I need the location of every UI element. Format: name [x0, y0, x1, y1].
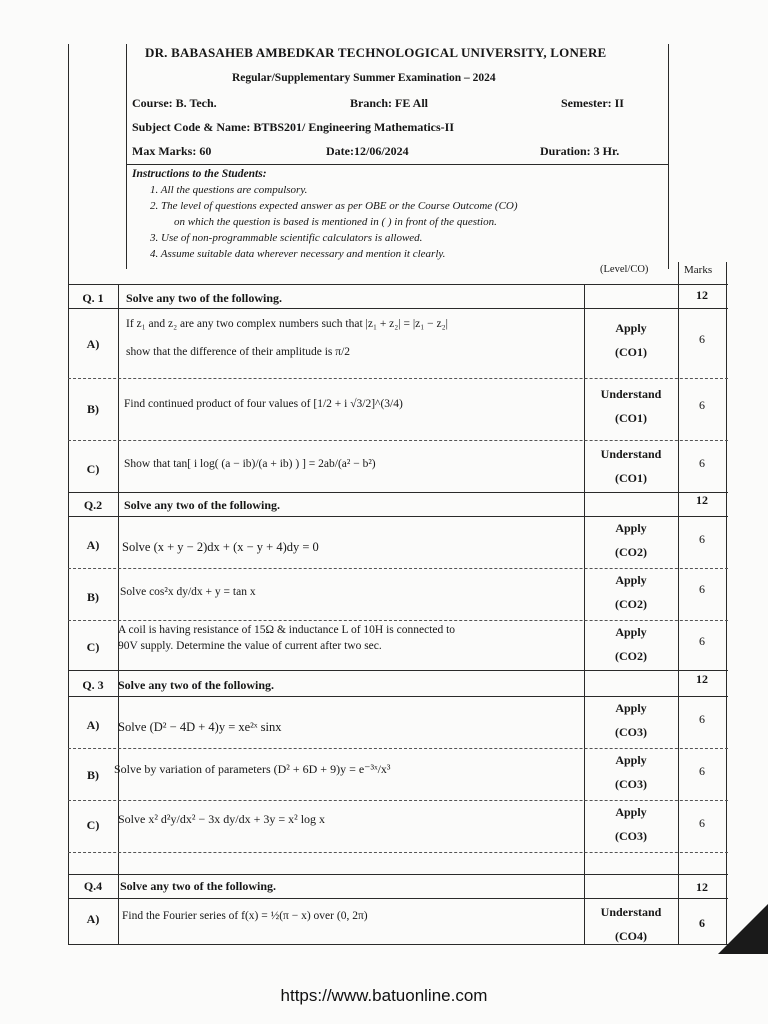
part-label: C) — [86, 640, 100, 654]
question-heading: Solve any two of the following. — [120, 879, 276, 893]
question-marks: 12 — [696, 288, 708, 302]
part-marks: 6 — [699, 582, 705, 596]
part-marks: 6 — [699, 456, 705, 470]
question-heading: Solve any two of the following. — [118, 678, 274, 692]
question-number: Q.2 — [83, 498, 103, 512]
question-heading: Solve any two of the following. — [126, 291, 282, 305]
row-line — [68, 308, 728, 309]
level-text: Apply — [615, 701, 647, 715]
part-text: Solve (D² − 4D + 4)y = xe²ˣ sinx — [118, 720, 282, 734]
co-text: (CO3) — [615, 725, 647, 739]
part-level — [586, 620, 676, 668]
row-line — [68, 898, 728, 899]
part-level — [586, 316, 676, 364]
part-label: C) — [86, 818, 100, 832]
part-marks: 6 — [699, 764, 705, 778]
question-number: Q. 3 — [82, 678, 104, 692]
part-text: Solve by variation of parameters (D² + 6D + 9)y = e⁻³ˣ/x³ — [114, 762, 391, 776]
course: Course: B. Tech. — [132, 96, 217, 110]
part-label: A) — [86, 337, 100, 351]
part-label: A) — [86, 718, 100, 732]
part-marks: 6 — [699, 816, 705, 830]
university-name: DR. BABASAHEB AMBEDKAR TECHNOLOGICAL UNIVERSITY, LONERE — [145, 45, 607, 60]
instruction-item: 2. The level of questions expected answer as per OBE or the Course Outcome (CO) — [150, 200, 518, 212]
co-text: (CO1) — [615, 471, 647, 485]
question-marks: 12 — [696, 672, 708, 686]
marks-header: Marks — [684, 264, 713, 276]
part-text: Find the Fourier series of f(x) = ½(π − x) over (0, 2π) — [122, 910, 368, 922]
part-level — [586, 516, 676, 564]
instruction-item: 1. All the questions are compulsory. — [150, 184, 308, 196]
part-text: If z₁ and z₂ are any two complex numbers such that |z₁ + z₂| = |z₁ − z₂| — [126, 318, 448, 330]
max-marks: Max Marks: 60 — [132, 144, 212, 158]
co-text: (CO3) — [615, 777, 647, 791]
level-text: Understand — [600, 447, 662, 461]
part-text: Solve x² d²y/dx² − 3x dy/dx + 3y = x² log x — [118, 812, 326, 826]
level-header: (Level/CO) — [600, 264, 649, 275]
part-level — [586, 382, 676, 430]
part-label: A) — [86, 538, 100, 552]
level-text: Understand — [600, 387, 662, 401]
part-text: A coil is having resistance of 15Ω & inductance L of 10H is connected to — [118, 624, 456, 636]
duration: Duration: 3 Hr. — [540, 144, 620, 158]
question-number: Q. 1 — [82, 291, 104, 305]
instructions-title: Instructions to the Students: — [132, 168, 267, 180]
footer-url-link[interactable]: https://www.batuonline.com — [280, 986, 488, 1005]
part-text: Show that tan[ i log( (a − ib)/(a + ib) ) ] = 2ab/(a² − b²) — [124, 458, 376, 470]
co-text: (CO2) — [615, 649, 647, 663]
level-text: Understand — [600, 905, 662, 919]
level-text: Apply — [615, 753, 647, 767]
question-marks: 12 — [696, 880, 708, 894]
co-text: (CO3) — [615, 829, 647, 843]
part-level — [586, 800, 676, 848]
instruction-item: 4. Assume suitable data wherever necessary and mention it clearly. — [150, 248, 446, 260]
row-line — [68, 874, 728, 875]
question-marks: 12 — [696, 493, 708, 507]
row-line — [68, 670, 728, 671]
col-line-text — [584, 284, 585, 944]
part-text: Solve cos²x dy/dx + y = tan x — [120, 586, 256, 598]
header-border-left — [126, 44, 127, 269]
row-line — [68, 440, 728, 441]
instruction-item: 3. Use of non-programmable scientific calculators is allowed. — [150, 232, 423, 244]
part-marks: 6 — [699, 532, 705, 546]
part-label: B) — [87, 768, 99, 782]
part-level — [586, 748, 676, 796]
exam-date: Date:12/06/2024 — [326, 144, 409, 158]
col-line-marks — [726, 262, 727, 944]
part-label: B) — [87, 590, 99, 604]
co-text: (CO1) — [615, 411, 647, 425]
co-text: (CO4) — [615, 929, 647, 943]
part-level — [586, 442, 676, 490]
part-text: show that the difference of their amplitude is π/2 — [126, 346, 351, 358]
part-text: Find continued product of four values of [1/2 + i √3/2]^(3/4) — [124, 398, 403, 410]
row-line — [68, 284, 728, 285]
level-text: Apply — [615, 321, 647, 335]
part-marks: 6 — [699, 916, 705, 930]
level-text: Apply — [615, 521, 647, 535]
table-border-left — [68, 44, 69, 944]
header-divider — [126, 164, 668, 165]
co-text: (CO2) — [615, 545, 647, 559]
exam-title: Regular/Supplementary Summer Examination – 2024 — [232, 72, 496, 84]
col-line-level — [678, 262, 679, 944]
level-text: Apply — [615, 573, 647, 587]
instruction-item: on which the question is based is mentioned in ( ) in front of the question. — [174, 216, 497, 228]
question-number: Q.4 — [83, 879, 103, 893]
part-marks: 6 — [699, 712, 705, 726]
co-text: (CO1) — [615, 345, 647, 359]
branch: Branch: FE All — [350, 96, 429, 110]
part-text: Solve (x + y − 2)dx + (x − y + 4)dy = 0 — [122, 540, 319, 554]
part-marks: 6 — [699, 398, 705, 412]
semester: Semester: II — [561, 96, 624, 110]
part-marks: 6 — [699, 634, 705, 648]
part-level — [586, 900, 676, 948]
part-label: A) — [86, 912, 100, 926]
header-border-right — [668, 44, 669, 269]
part-marks: 6 — [699, 332, 705, 346]
row-line — [68, 852, 728, 853]
part-text: 90V supply. Determine the value of current after two sec. — [118, 640, 382, 652]
row-line — [68, 492, 728, 493]
part-level — [586, 568, 676, 616]
part-label: B) — [87, 402, 99, 416]
co-text: (CO2) — [615, 597, 647, 611]
row-line — [68, 378, 728, 379]
question-heading: Solve any two of the following. — [124, 498, 280, 512]
col-line-label — [118, 284, 119, 944]
part-label: C) — [86, 462, 100, 476]
level-text: Apply — [615, 625, 647, 639]
subject: Subject Code & Name: BTBS201/ Engineering Mathematics-II — [132, 120, 454, 134]
level-text: Apply — [615, 805, 647, 819]
part-level — [586, 696, 676, 744]
page-corner-shadow — [718, 904, 768, 954]
